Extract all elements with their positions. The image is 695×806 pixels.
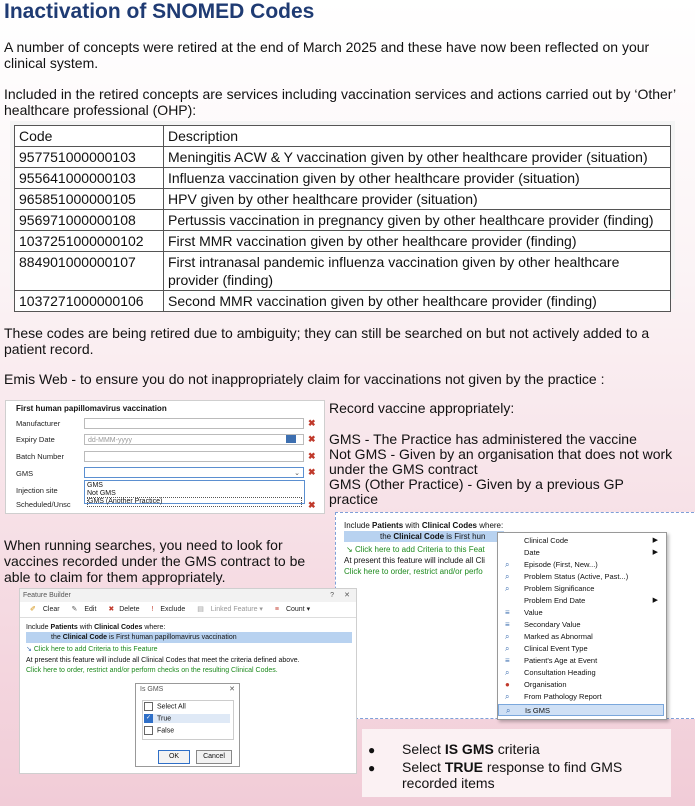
gms-other-practice-option[interactable]: GMS (Another Practice) <box>87 497 302 507</box>
add-criteria-link[interactable]: ↘ Click here to add Criteria to this Feat <box>346 545 485 554</box>
delete-icon: ✖ <box>108 606 115 613</box>
code-cell: 957751000000103 <box>15 147 164 168</box>
exclude-button[interactable]: ! Exclude <box>151 606 186 613</box>
fb-add-criteria-link[interactable]: ↘ Click here to add Criteria to this Feature <box>26 646 158 653</box>
ohp-paragraph: Included in the retired concepts are services including vaccination services and actions carried out by ‘Other’ healthcare professional (OHP): <box>4 86 676 118</box>
table-row <box>15 168 671 189</box>
expiry-date-field[interactable] <box>84 434 304 445</box>
fb-present-text: At present this feature will include all Clinical Codes that meet the criteria defined above. <box>26 657 300 664</box>
code-cell: 884901000000107 <box>15 252 164 291</box>
order-restrict-link[interactable]: Click here to order, restrict and/or perfo <box>344 567 483 576</box>
code-cell: 1037251000000102 <box>15 231 164 252</box>
edit-icon: ✎ <box>71 606 78 613</box>
gms-line-3: GMS (Other Practice) - Given by a previous GP practice <box>329 476 624 507</box>
calendar-icon[interactable] <box>286 435 296 443</box>
add-criteria-icon: ↘ <box>26 646 32 653</box>
close-icon[interactable]: ✕ <box>344 592 350 599</box>
search-icon: ⌕ <box>505 560 510 569</box>
chevron-right-icon: ▶ <box>652 537 658 544</box>
checkbox-icon[interactable] <box>144 702 153 711</box>
add-criteria-icon: ↘ <box>346 545 353 554</box>
table-row <box>15 231 671 252</box>
is-gms-dialog <box>135 683 240 767</box>
page-title: Inactivation of SNOMED Codes <box>4 0 315 23</box>
cancel-button[interactable]: Cancel <box>196 750 232 764</box>
table-row <box>15 147 671 168</box>
search-icon: ⌕ <box>505 632 510 641</box>
manufacturer-label: Manufacturer <box>16 419 61 428</box>
bullet-item-2: Select TRUE response to find GMS recorded items <box>402 759 623 791</box>
value-icon: ≡ <box>505 620 510 629</box>
bullet-icon: ● <box>368 761 376 775</box>
menu-item-marked-abnormal[interactable]: ⌕ Marked as Abnormal <box>505 632 593 641</box>
menu-item-problem-status[interactable]: ⌕ Problem Status (Active, Past...) <box>505 572 629 581</box>
bullet-item-1: Select IS GMS criteria <box>402 741 540 757</box>
vaccine-form <box>5 400 325 514</box>
table-row <box>15 210 671 231</box>
fb-order-restrict-link[interactable]: Click here to order, restrict and/or perform checks on the resulting Clinical Codes. <box>26 667 278 674</box>
organisation-icon: ● <box>505 680 510 689</box>
value-icon: ≡ <box>505 656 510 665</box>
menu-item-pathology-report[interactable]: ⌕ From Pathology Report <box>505 692 602 701</box>
record-heading: Record vaccine appropriately: <box>329 400 515 416</box>
description-cell: Meningitis ACW & Y vaccination given by other healthcare provider (situation) <box>164 147 671 168</box>
gms-line-2: Not GMS - Given by an organisation that does not work under the GMS contract <box>329 446 673 477</box>
include-line: Include Patients with Clinical Codes where: <box>344 521 504 530</box>
chevron-right-icon: ▶ <box>652 549 658 556</box>
expiry-date-label: Expiry Date <box>16 435 55 444</box>
close-icon[interactable]: ✕ <box>229 686 235 693</box>
menu-item-value[interactable]: ≡ Value <box>505 608 543 617</box>
menu-item-patient-age[interactable]: ≡ Patient's Age at Event <box>505 656 598 665</box>
intro-paragraph: A number of concepts were retired at the end of March 2025 and these have now been reflected on your clinical system. <box>4 39 650 71</box>
menu-item-problem-significance[interactable]: ⌕ Problem Significance <box>505 584 595 593</box>
table-row <box>15 189 671 210</box>
description-cell: Second MMR vaccination given by other healthcare provider (finding) <box>164 291 671 312</box>
criteria-context-menu <box>497 532 667 720</box>
menu-item-problem-end-date[interactable]: Problem End Date ▶ <box>524 596 658 605</box>
searches-note: When running searches, you need to look for vaccines recorded under the GMS contract to be able to claim for them appropriately. <box>4 537 306 585</box>
menu-item-is-gms[interactable]: ⌕ Is GMS <box>498 704 664 716</box>
expiry-date-placeholder: dd-MMM-yyyy <box>88 437 132 444</box>
scheduled-label: Scheduled/Unsc <box>16 500 71 509</box>
clear-scheduled-icon[interactable]: ✖ <box>308 500 316 510</box>
menu-item-secondary-value[interactable]: ≡ Secondary Value <box>505 620 581 629</box>
ok-button[interactable]: OK <box>158 750 190 764</box>
chevron-right-icon: ▶ <box>652 597 658 604</box>
menu-item-consultation-heading[interactable]: ⌕ Consultation Heading <box>505 668 596 677</box>
clear-gms-icon[interactable]: ✖ <box>308 467 316 477</box>
retired-note: These codes are being retired due to ambiguity; they can still be searched on but not actively added to a patient record. <box>4 325 650 357</box>
delete-button[interactable]: ✖ Delete <box>108 606 140 613</box>
search-icon: ⌕ <box>505 584 510 593</box>
gms-select[interactable] <box>84 467 304 478</box>
count-button[interactable]: ≡ Count ▾ <box>274 606 311 613</box>
menu-item-episode[interactable]: ⌕ Episode (First, New...) <box>505 560 598 569</box>
fb-include-line: Include Patients with Clinical Codes where: <box>26 624 166 631</box>
batch-number-label: Batch Number <box>16 452 64 461</box>
true-option[interactable]: ✓ True <box>144 714 230 723</box>
description-cell: Influenza vaccination given by other healthcare provider (situation) <box>164 168 671 189</box>
edit-button[interactable]: ✎ Edit <box>71 606 97 613</box>
menu-item-clinical-code[interactable]: Clinical Code ▶ <box>524 536 658 545</box>
search-icon: ⌕ <box>505 692 510 701</box>
code-cell: 956971000000108 <box>15 210 164 231</box>
search-icon: ⌕ <box>505 644 510 653</box>
fb-clinical-code-row[interactable]: the Clinical Code is First human papillomavirus vaccination <box>26 632 352 643</box>
linked-feature-button[interactable]: ▤ Linked Feature ▾ <box>197 606 263 613</box>
description-cell: First MMR vaccination given by other healthcare provider (finding) <box>164 231 671 252</box>
menu-item-organisation[interactable]: ● Organisation <box>505 680 567 689</box>
manufacturer-field[interactable] <box>84 418 304 429</box>
emis-note: Emis Web - to ensure you do not inappropriately claim for vaccinations not given by the practice : <box>4 371 605 387</box>
search-icon: ⌕ <box>506 706 511 715</box>
batch-number-field[interactable] <box>84 451 304 462</box>
description-cell: First intranasal pandemic influenza vaccination given by other healthcare provider (finding) <box>164 252 671 291</box>
vaccine-form-title: First human papillomavirus vaccination <box>16 404 167 413</box>
search-icon: ⌕ <box>505 572 510 581</box>
select-all-option[interactable]: Select All <box>144 702 186 711</box>
not-gms-option[interactable]: Not GMS <box>87 489 116 497</box>
bullet-icon: ● <box>368 743 376 757</box>
table-header-row <box>15 126 671 147</box>
menu-item-clinical-event-type[interactable]: ⌕ Clinical Event Type <box>505 644 588 653</box>
clear-icon: ✐ <box>30 606 36 613</box>
gms-label: GMS <box>16 469 34 478</box>
clear-button[interactable]: ✐ Clear <box>30 606 60 613</box>
linked-feature-icon: ▤ <box>197 606 204 613</box>
instruction-bullets <box>362 729 671 797</box>
description-cell: Pertussis vaccination in pregnancy given by other healthcare provider (finding) <box>164 210 671 231</box>
help-icon[interactable]: ? <box>330 592 334 599</box>
clinical-code-row[interactable]: the Clinical Code is First hun <box>344 531 504 542</box>
false-option[interactable]: False <box>144 726 174 735</box>
column-header-description: Description <box>164 126 671 147</box>
menu-item-date[interactable]: Date ▶ <box>524 548 658 557</box>
count-icon: ≡ <box>274 606 279 613</box>
clear-expiry-icon[interactable]: ✖ <box>308 434 316 444</box>
feature-builder-toolbar <box>20 603 356 618</box>
present-text: At present this feature will include all Cli <box>344 556 485 565</box>
description-cell: HPV given by other healthcare provider (situation) <box>164 189 671 210</box>
chevron-down-icon: ⌄ <box>294 470 300 477</box>
search-icon: ⌕ <box>505 668 510 677</box>
code-cell: 1037271000000106 <box>15 291 164 312</box>
table-row <box>15 252 671 291</box>
value-icon: ≡ <box>505 608 510 617</box>
table-row <box>15 291 671 312</box>
checked-checkbox-icon[interactable]: ✓ <box>145 715 152 721</box>
clear-manufacturer-icon[interactable]: ✖ <box>308 418 316 428</box>
checkbox-icon[interactable] <box>144 726 153 735</box>
gms-line-1: GMS - The Practice has administered the vaccine <box>329 431 637 447</box>
retired-codes-table <box>14 125 671 312</box>
gms-option[interactable]: GMS <box>87 482 103 489</box>
exclude-icon: ! <box>151 606 154 613</box>
feature-builder-titlebar: Feature Builder ? ✕ <box>20 589 356 602</box>
is-gms-dialog-title: Is GMS <box>140 686 164 693</box>
gms-dropdown-list <box>84 480 305 504</box>
code-cell: 965851000000105 <box>15 189 164 210</box>
clear-batch-icon[interactable]: ✖ <box>308 451 316 461</box>
injection-site-label: Injection site <box>16 486 58 495</box>
code-cell: 955641000000103 <box>15 168 164 189</box>
column-header-code: Code <box>15 126 164 147</box>
